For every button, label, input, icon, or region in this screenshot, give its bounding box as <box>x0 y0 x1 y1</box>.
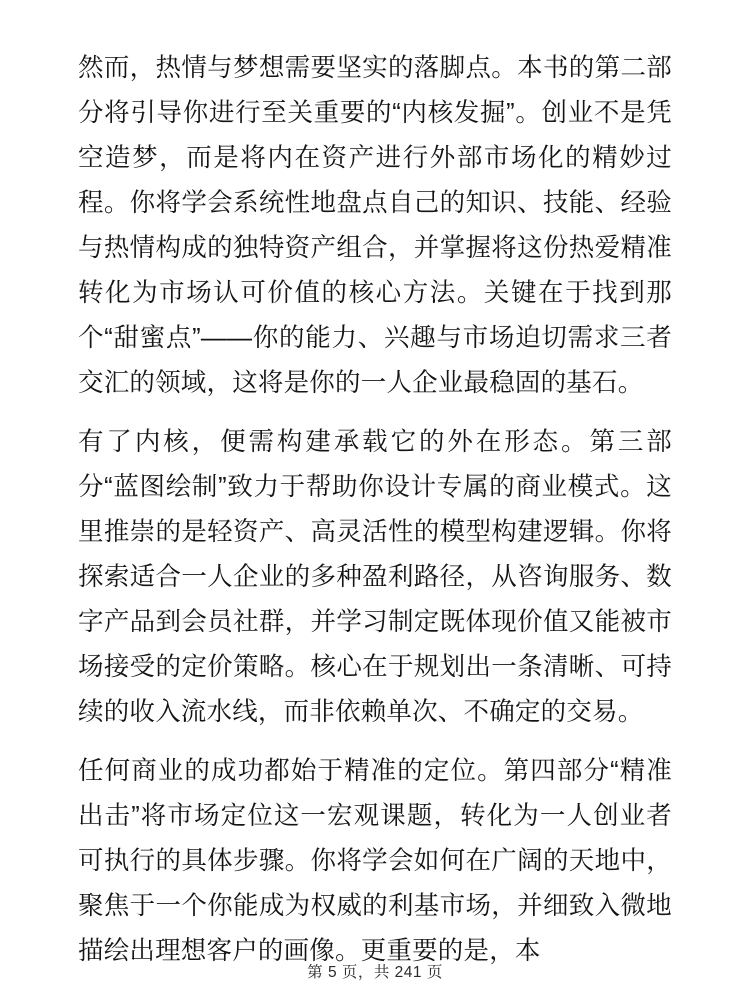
page-footer: 第 5 页，共 241 页 <box>307 964 443 981</box>
paragraph: 然而，热情与梦想需要坚实的落脚点。本书的第二部分将引导你进行至关重要的“内核发掘”。创业不是凭空造梦，而是将内在资产进行外部市场化的精妙过程。你将学会系统性地盘点自己的知识、技能、经验与热情构成的独特资产组合，并掌握将这份热爱精准转化为市场认可价值的核心方法。关键在于找到那个“甜蜜点”——你的能力、兴趣与市场迫切需求三者交汇的领域，这将是你的一人企业最稳固的基石。 <box>78 54 672 397</box>
paragraph: 任何商业的成功都始于精准的定位。第四部分“精准出击”将市场定位这一宏观课题，转化为一人创业者可执行的具体步骤。你将学会如何在广阔的天地中，聚焦于一个你能成为权威的利基市场，并细致入微地描绘出理想客户的画像。更重要的是，本 <box>78 757 672 965</box>
document-body <box>78 46 672 1000</box>
paragraph: 有了内核，便需构建承载它的外在形态。第三部分“蓝图绘制”致力于帮助你设计专属的商业模式。这里推崇的是轻资产、高灵活性的模型构建逻辑。你将探索适合一人企业的多种盈利路径，从咨询服务、数字产品到会员社群，并学习制定既体现价值又能被市场接受的定价策略。核心在于规划出一条清晰、可持续的收入流水线，而非依赖单次、不确定的交易。 <box>78 428 672 726</box>
